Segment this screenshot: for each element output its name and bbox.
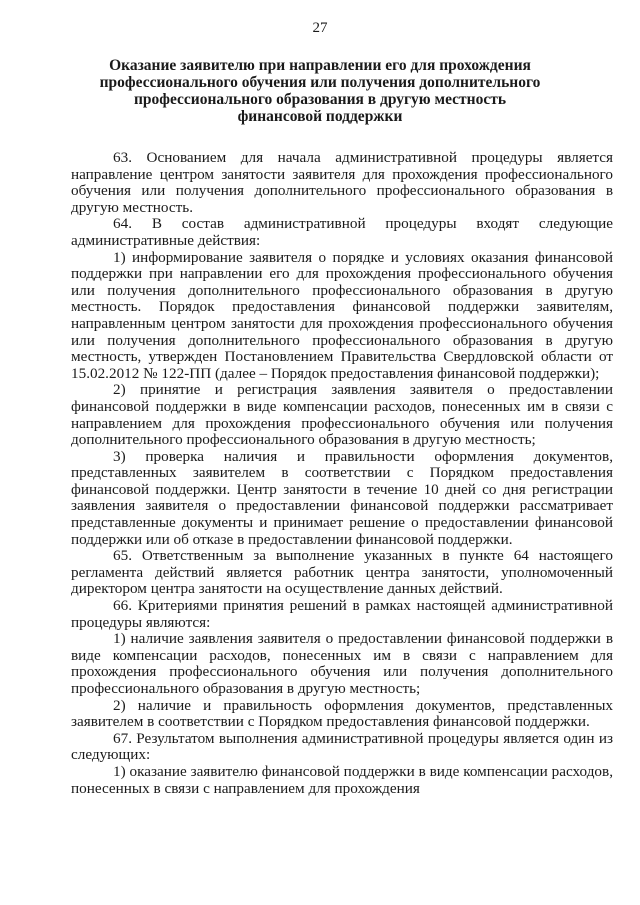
paragraph-66-item-1: 1) наличие заявления заявителя о предоставлении финансовой поддержки в виде компенсации расходов, понесенных им в связи с направлением для прохождения профессионального обучения или получения дополнительного профессионального образования в другую местность; (71, 630, 613, 697)
document-body (71, 150, 613, 797)
paragraph-64-item-2: 2) принятие и регистрация заявления заявителя о предоставлении финансовой поддержки в виде компенсации расходов, понесенных им в связи с направлением для прохождения профессионального обучения или получения дополнительного профессионального образования в другую местность; (71, 381, 613, 449)
page-number: 27 (312, 20, 328, 36)
section-title (80, 57, 560, 125)
paragraph-64-item-1: 1) информирование заявителя о порядке и условиях оказания финансовой поддержки при направлении его для прохождения профессионального обучения или получения дополнительного профессионального образования в другую местность. Порядок предоставления финансовой поддержки заявителям, направленным центром занятости для прохождения профессионального обучения или получения дополнительного профессионального образования в другую местность, утвержден Постановлением Правительства Свердловской области от 15.02.2012 № 122-ПП (далее – Порядок предоставления финансовой поддержки); (71, 248, 613, 382)
paragraph-66: 66. Критериями принятия решений в рамках настоящей административной процедуры являются: (71, 597, 613, 631)
title-line: профессионального образования в другую местность (133, 91, 507, 108)
title-line: Оказание заявителю при направлении его для прохождения (109, 57, 531, 74)
paragraph-67-item-1: 1) оказание заявителю финансовой поддержки в виде компенсации расходов, понесенных в связи с направлением для прохождения (71, 762, 613, 797)
paragraph-66-item-2: 2) наличие и правильность оформления документов, представленных заявителем в соответствии с Порядком предоставления финансовой поддержки. (71, 696, 613, 731)
paragraph-67: 67. Результатом выполнения административной процедуры является один из следующих: (71, 729, 613, 764)
paragraph-63: 63. Основанием для начала административной процедуры является направление центром занятости заявителя для прохождения профессионального обучения или получения дополнительного профессионального образования в другую местность. (71, 149, 613, 216)
paragraph-64: 64. В состав административной процедуры входят следующие административные действия: (71, 215, 613, 249)
title-line: профессионального обучения или получения дополнительного (99, 74, 541, 91)
paragraph-64-item-3: 3) проверка наличия и правильности оформления документов, представленных заявителем в соответствии с Порядком предоставления финансовой поддержки. Центр занятости в течение 10 дней со дня регистрации заявления заявителя о предоставлении финансовой поддержки рассматривает представленные документы и принимает решение о предоставлении финансовой поддержки или об отказе в предоставлении финансовой поддержки. (71, 447, 613, 548)
title-line: финансовой поддержки (237, 108, 403, 125)
paragraph-65: 65. Ответственным за выполнение указанных в пункте 64 настоящего регламента действий является работник центра занятости, уполномоченный директором центра занятости на осуществление данных действий. (71, 547, 613, 598)
